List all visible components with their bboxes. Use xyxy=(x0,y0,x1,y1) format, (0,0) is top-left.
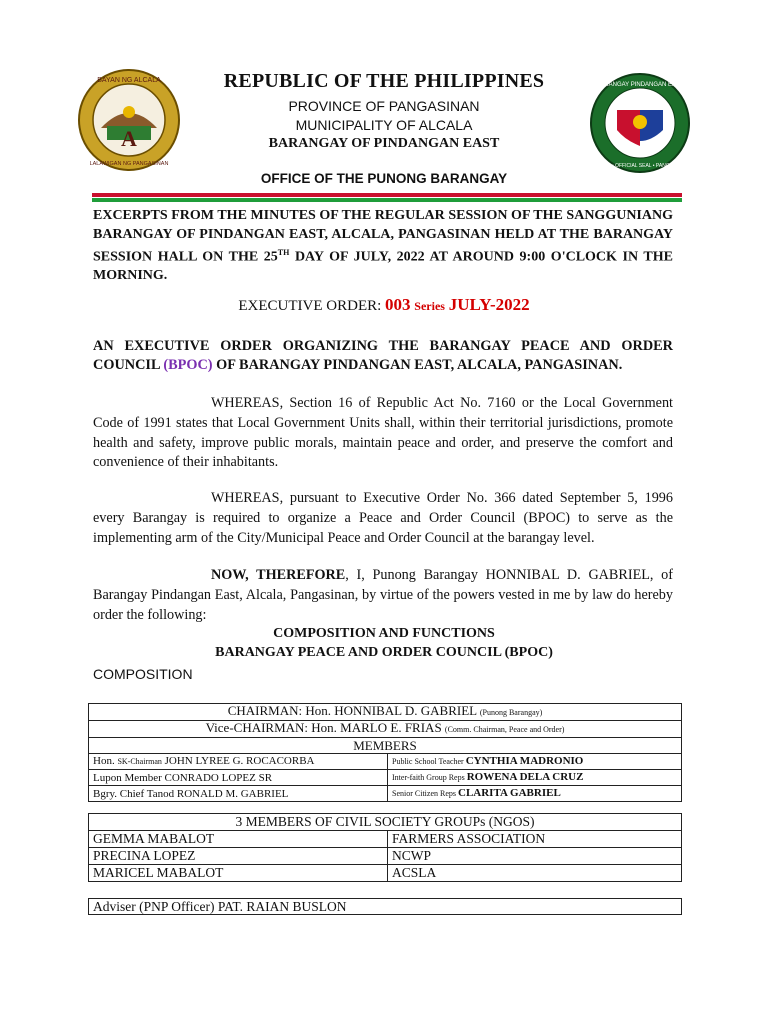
member-cell: Hon. SK-Chairman JOHN LYREE G. ROCACORBA xyxy=(89,754,388,770)
seal-top-text: BAYAN NG ALCALA xyxy=(97,77,161,84)
green-divider xyxy=(92,198,682,202)
chairman-cell: CHAIRMAN: Hon. HONNIBAL D. GABRIEL (Punong Barangay) xyxy=(89,704,682,721)
member-cell: Public School Teacher CYNTHIA MADRONIO xyxy=(388,754,682,770)
member-cell: Bgry. Chief Tanod RONALD M. GABRIEL xyxy=(89,786,388,802)
ngo-name-cell: PRECINA LOPEZ xyxy=(89,848,388,865)
seal-bottom-text: LALAWIGAN NG PANGASINAN xyxy=(89,161,169,167)
council-table xyxy=(88,703,682,802)
whereas-paragraph-1: WHEREAS, Section 16 of Republic Act No. 7160 or the Local Government Code of 1991 states that Local Government Units shall, within their territorial jurisdictions, promote health and safety, improve public morals, maintain peace and order, and preserve the comfort and convenience of their inhabitants. xyxy=(93,395,673,471)
minutes-excerpt: EXCERPTS FROM THE MINUTES OF THE REGULAR SESSION OF THE SANGGUNIANG BARANGAY OF PINDANGAN EAST, ALCALA, PANGASINAN HELD AT THE BARANGAY SESSION HALL ON THE 25TH DAY OF JULY, 2022 AT AROUND 9:00 O'CLOCK IN THE MORNING. xyxy=(93,208,673,284)
seal-bottom-text: ALCALA • OFFICIAL SEAL • PANGASINAN xyxy=(591,163,689,169)
table-row xyxy=(89,754,682,770)
executive-order-date: JULY-2022 xyxy=(448,295,530,314)
adviser-cell: Adviser (PNP Officer) PAT. RAIAN BUSLON xyxy=(89,899,682,915)
executive-order-series: Series xyxy=(414,299,445,313)
member-cell: Inter-faith Group Reps ROWENA DELA CRUZ xyxy=(388,770,682,786)
table-row xyxy=(89,831,682,848)
ngo-table xyxy=(88,813,682,882)
composition-label: COMPOSITION xyxy=(93,666,193,682)
member-cell: Senior Citizen Reps CLARITA GABRIEL xyxy=(388,786,682,802)
composition-heading: COMPOSITION AND FUNCTIONS xyxy=(273,626,495,641)
table-row xyxy=(89,770,682,786)
bpoc-heading: BARANGAY PEACE AND ORDER COUNCIL (BPOC) xyxy=(215,645,553,660)
ngo-name-cell: GEMMA MABALOT xyxy=(89,831,388,848)
members-label-cell: MEMBERS xyxy=(89,738,682,754)
ngo-name-cell: MARICEL MABALOT xyxy=(89,865,388,882)
seal-letter: A xyxy=(121,126,137,151)
now-therefore-paragraph: NOW, THEREFORE, I, Punong Barangay HONNIBAL D. GABRIEL, of Barangay Pindangan East, Alcala, Pangasinan, by virtue of the powers vested in me by law do hereby order the following: xyxy=(93,567,673,623)
executive-order-number: 003 xyxy=(385,295,411,314)
red-divider xyxy=(92,193,682,197)
whereas-paragraph-2: WHEREAS, pursuant to Executive Order No. 366 dated September 5, 1996 every Barangay is required to organize a Peace and Order Council (BPOC) to serve as the implementing arm of the City/Municipal Peace and Order Council at the barangay level. xyxy=(93,490,673,546)
province-line: PROVINCE OF PANGASINAN xyxy=(288,98,480,114)
ngo-org-cell: ACSLA xyxy=(388,865,682,882)
table-row xyxy=(89,786,682,802)
ngo-heading-cell: 3 MEMBERS OF CIVIL SOCIETY GROUPs (NGOS) xyxy=(89,814,682,831)
ngo-org-cell: FARMERS ASSOCIATION xyxy=(388,831,682,848)
vice-chairman-cell: Vice-CHAIRMAN: Hon. MARLO E. FRIAS (Comm. Chairman, Peace and Order) xyxy=(89,721,682,738)
executive-order-line xyxy=(0,295,768,315)
order-title: AN EXECUTIVE ORDER ORGANIZING THE BARANGAY PEACE AND ORDER COUNCIL (BPOC) OF BARANGAY PINDANGAN EAST, ALCALA, PANGASINAN. xyxy=(93,338,673,373)
seal-top-text: BARANGAY PINDANGAN EAST xyxy=(596,82,684,88)
office-line: OFFICE OF THE PUNONG BARANGAY xyxy=(260,171,508,186)
adviser-table xyxy=(88,898,682,915)
member-cell: Lupon Member CONRADO LOPEZ SR xyxy=(89,770,388,786)
republic-title: REPUBLIC OF THE PHILIPPINES xyxy=(223,70,545,92)
barangay-line: BARANGAY OF PINDANGAN EAST xyxy=(268,136,500,151)
executive-order-label: EXECUTIVE ORDER: xyxy=(238,298,382,314)
municipality-line: MUNICIPALITY OF ALCALA xyxy=(295,117,473,133)
ngo-org-cell: NCWP xyxy=(388,848,682,865)
table-row xyxy=(89,865,682,882)
table-row xyxy=(89,848,682,865)
